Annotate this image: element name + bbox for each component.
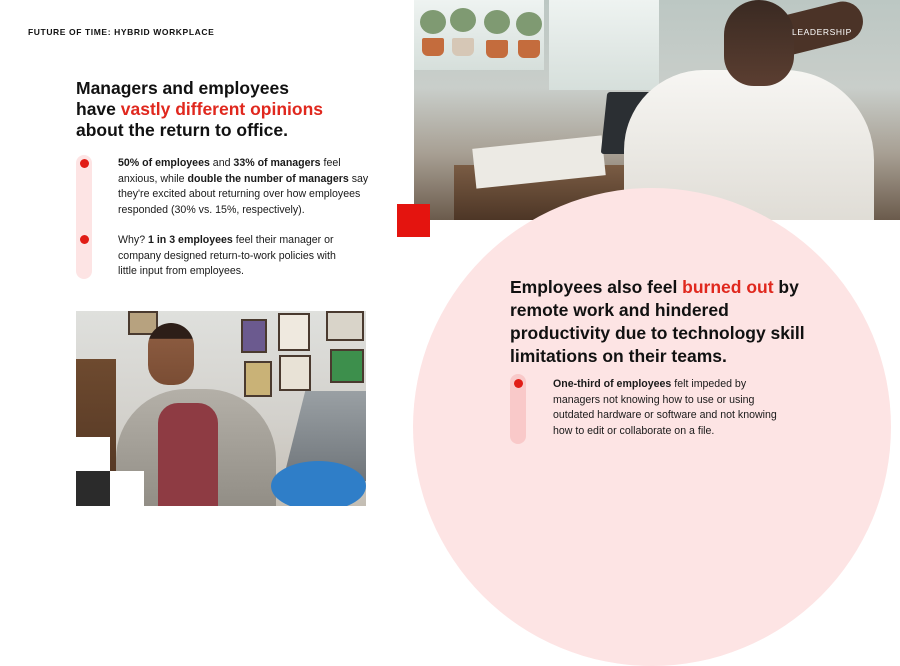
headline-text: have (76, 99, 121, 119)
body-text: and (209, 157, 234, 169)
bullet-item (553, 377, 785, 439)
plant-pot-icon (422, 38, 444, 56)
body-text: felt impeded by managers not knowing how to use or using outdated hardware or software and not knowing how to edit or collaborate on a file. (553, 378, 777, 437)
plant-icon (516, 12, 542, 36)
red-dot-icon (514, 379, 523, 388)
bullet-track (76, 155, 92, 279)
white-square-decoration (110, 471, 144, 506)
red-dot-icon (80, 159, 89, 168)
bullet-item (118, 233, 348, 280)
photo-woman-at-laptop (76, 311, 366, 506)
bowl (271, 461, 366, 506)
wall-frame (278, 313, 310, 351)
bold-text: 50% of employees (118, 157, 210, 169)
headline-burned-out (510, 276, 810, 368)
headline-line: Managers and employees (76, 78, 289, 98)
white-square-decoration (76, 437, 110, 471)
wall-frame (241, 319, 267, 353)
headline-text: Employees also feel (510, 277, 683, 297)
plant-icon (420, 10, 446, 34)
plant-icon (450, 8, 476, 32)
red-square-decoration (397, 204, 430, 237)
plant-icon (484, 10, 510, 34)
document-kicker: FUTURE OF TIME: HYBRID WORKPLACE (28, 27, 215, 37)
headline-highlight: vastly different opinions (120, 99, 323, 119)
section-tag: LEADERSHIP (792, 27, 852, 37)
bold-text: One-third of employees (553, 378, 672, 390)
body-text: Why? (118, 234, 149, 246)
body-text: feel anxious, while (118, 157, 341, 185)
wall-frame (244, 361, 272, 397)
wall-frame (279, 355, 311, 391)
headline-highlight: burned out (682, 277, 774, 297)
headline-line (76, 99, 406, 120)
person-head (148, 323, 194, 385)
window-pane (549, 0, 659, 90)
bold-text: 1 in 3 employees (148, 234, 233, 246)
person-shirt (158, 403, 218, 506)
bullet-item (118, 156, 376, 218)
dark-square-decoration (76, 471, 110, 506)
plant-pot-icon (486, 40, 508, 58)
plant-pot-icon (518, 40, 540, 58)
plant-pot-icon (452, 38, 474, 56)
red-dot-icon (80, 235, 89, 244)
bold-text: double the number of managers (187, 172, 349, 185)
wall-frame (326, 311, 364, 341)
headline-managers-employees (76, 78, 406, 141)
person-head (724, 0, 794, 86)
body-text: say they're excited about returning over how employees responded (30% vs. 15%, respectively). (118, 172, 369, 216)
headline-line: about the return to office. (76, 120, 288, 140)
bold-text: 33% of managers (233, 157, 321, 169)
wall-frame (330, 349, 364, 383)
headline-text: by remote work and hindered productivity due to technology skill limitations on their teams. (510, 277, 805, 366)
body-text: feel their manager or company designed return-to-work policies with little input from employees. (118, 234, 336, 278)
